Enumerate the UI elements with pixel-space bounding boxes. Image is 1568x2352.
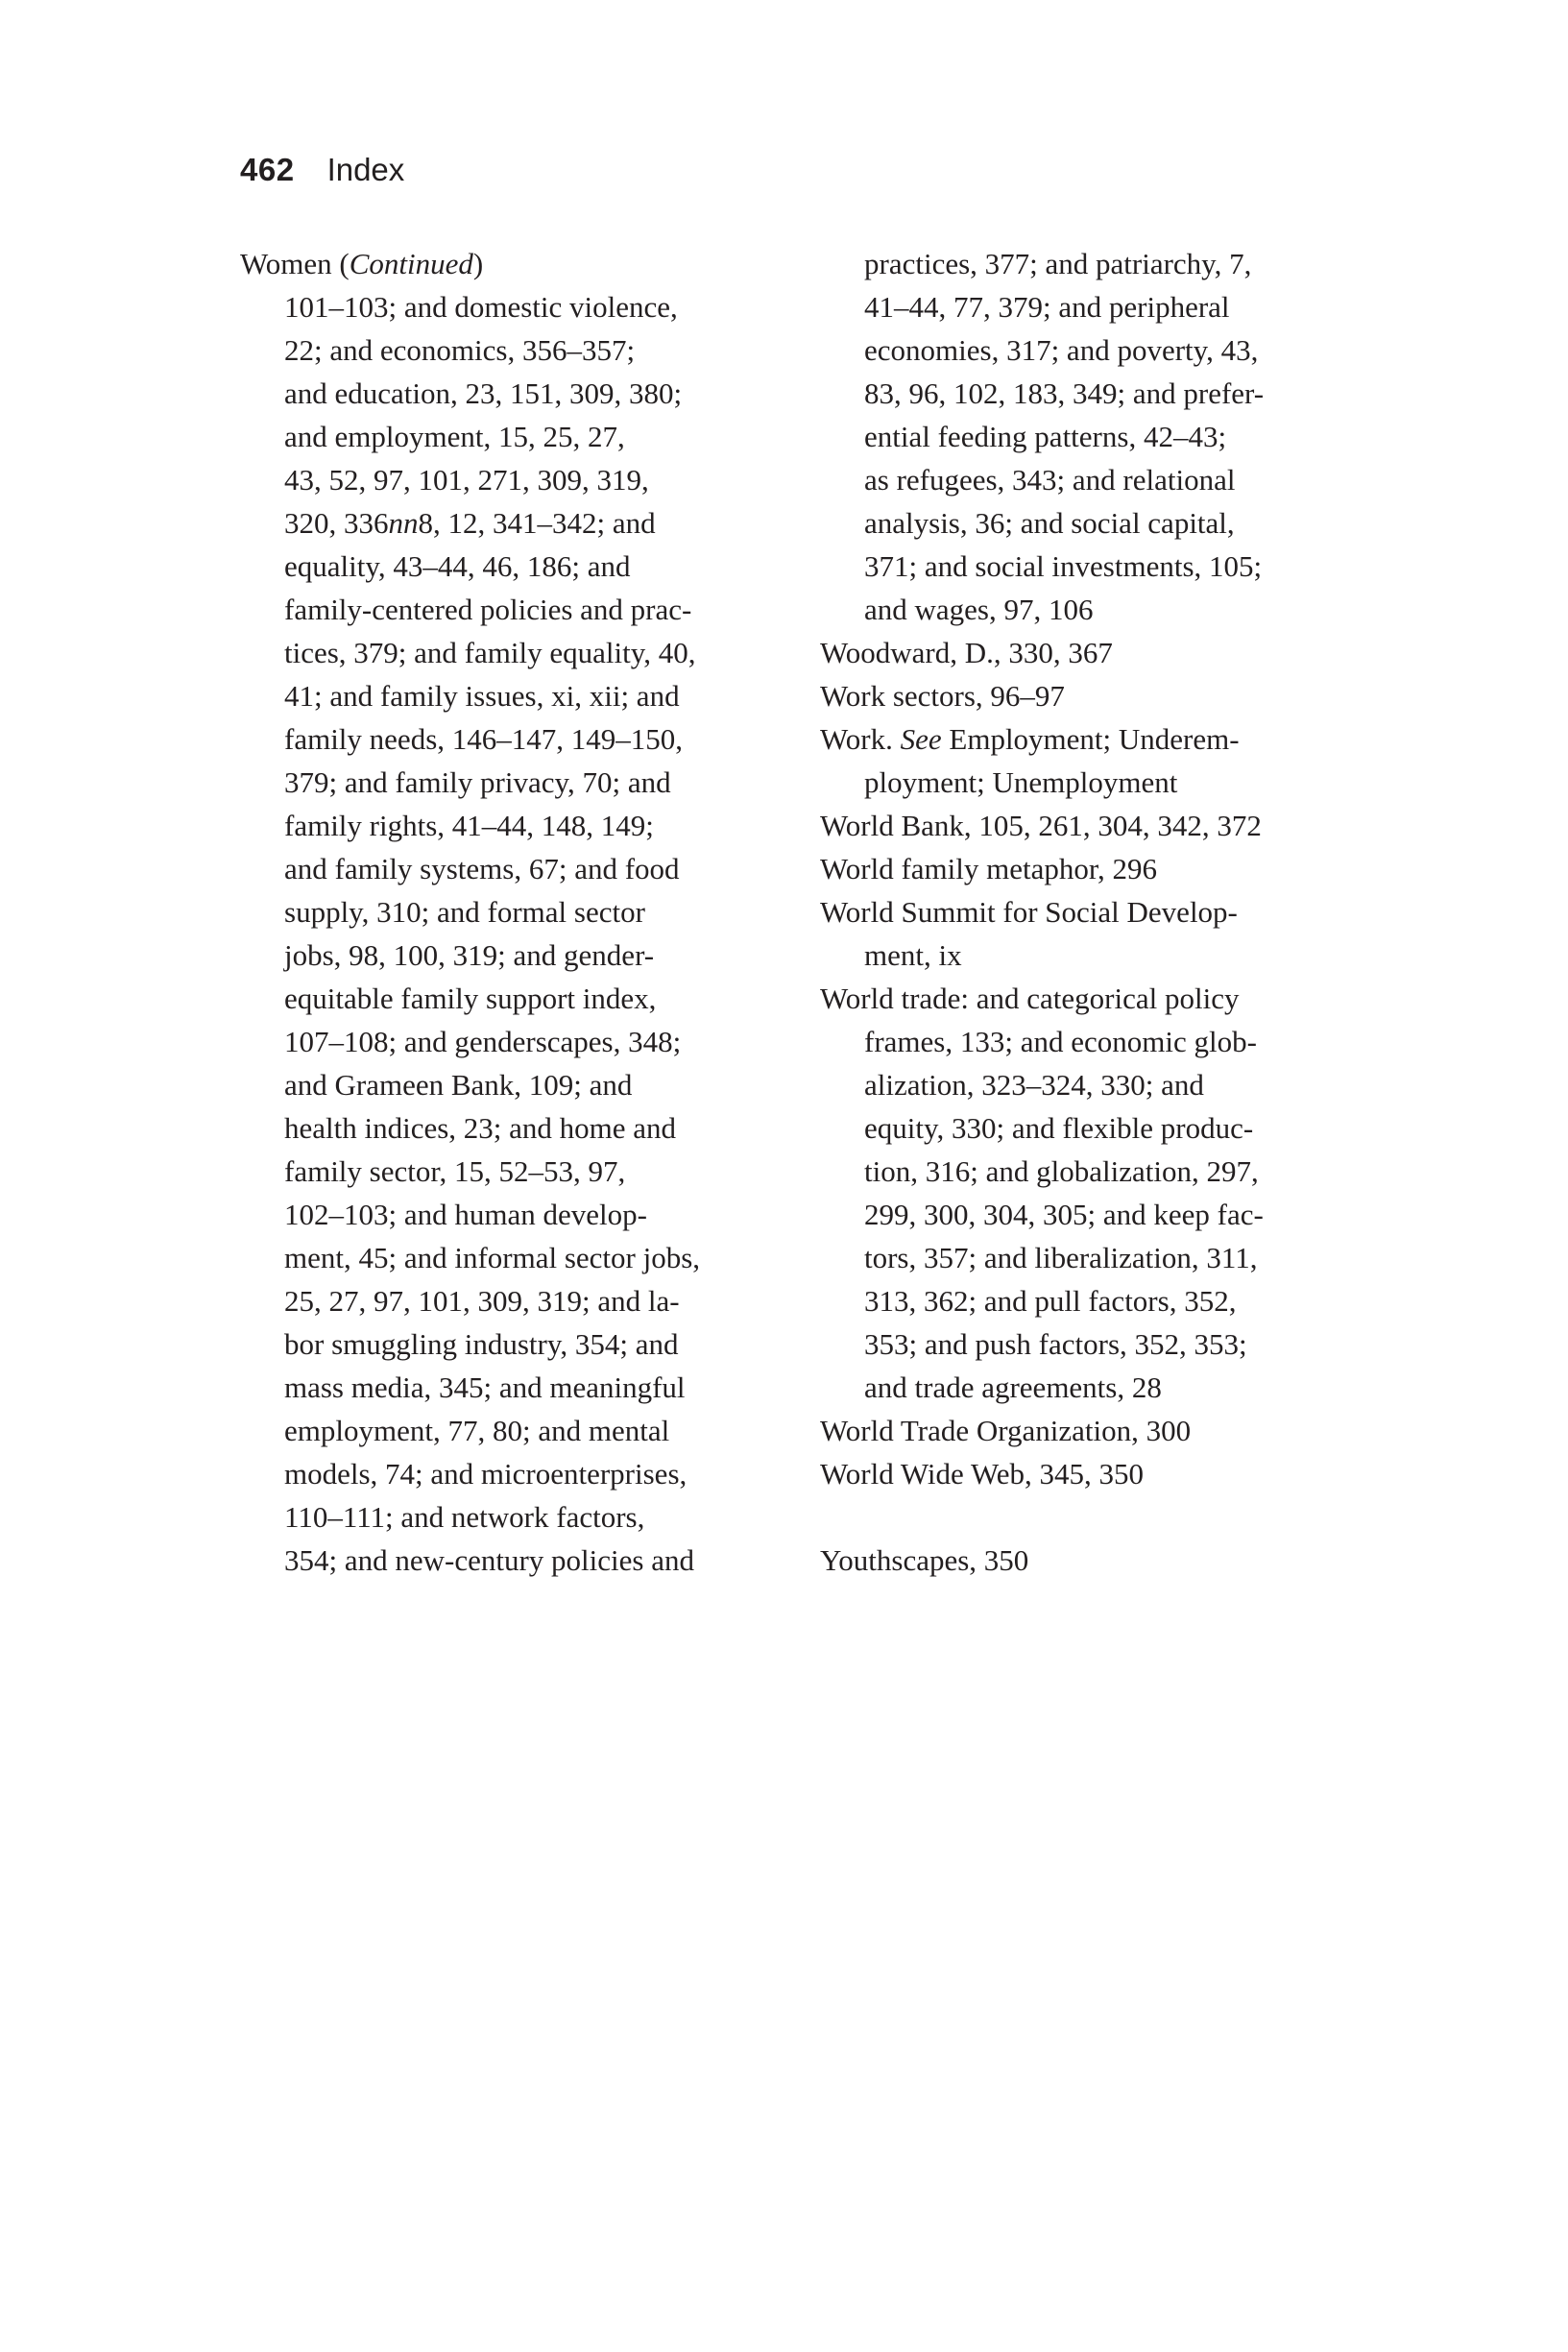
- index-line: 22; and economics, 356–357;: [284, 333, 636, 367]
- index-line: ment, ix: [864, 938, 962, 972]
- index-line: frames, 133; and economic glob-: [864, 1025, 1257, 1058]
- index-line: 299, 300, 304, 305; and keep fac-: [864, 1198, 1264, 1231]
- index-line: and Grameen Bank, 109; and: [284, 1068, 633, 1102]
- index-line: Youthscapes, 350: [820, 1543, 1029, 1577]
- index-line: family rights, 41–44, 148, 149;: [284, 809, 654, 842]
- index-line: bor smuggling industry, 354; and: [284, 1327, 679, 1361]
- index-line: World Summit for Social Develop-: [820, 895, 1238, 929]
- index-line: and employment, 15, 25, 27,: [284, 420, 625, 453]
- index-line: as refugees, 343; and relational: [864, 463, 1236, 497]
- index-line: Work sectors, 96–97: [820, 679, 1065, 713]
- index-line: 320, 336nn8, 12, 341–342; and: [284, 506, 656, 540]
- index-line: and family systems, 67; and food: [284, 852, 680, 885]
- index-line: 371; and social investments, 105;: [864, 549, 1263, 583]
- index-line: 102–103; and human develop-: [284, 1198, 647, 1231]
- index-line: 313, 362; and pull factors, 352,: [864, 1284, 1237, 1318]
- index-line: ployment; Unemployment: [864, 765, 1178, 799]
- index-line: tion, 316; and globalization, 297,: [864, 1154, 1259, 1188]
- index-column-right: [820, 242, 1415, 1582]
- index-line: and education, 23, 151, 309, 380;: [284, 376, 683, 410]
- index-line: 354; and new-century policies and: [284, 1543, 694, 1577]
- index-line: 101–103; and domestic violence,: [284, 290, 678, 324]
- index-line: World trade: and categorical policy: [820, 982, 1240, 1015]
- index-line: analysis, 36; and social capital,: [864, 506, 1235, 540]
- index-line: Woodward, D., 330, 367: [820, 636, 1113, 669]
- index-line: 41–44, 77, 379; and peripheral: [864, 290, 1230, 324]
- index-column-left: [240, 242, 797, 1582]
- index-line: 41; and family issues, xi, xii; and: [284, 679, 680, 713]
- index-line: equality, 43–44, 46, 186; and: [284, 549, 631, 583]
- index-line: employment, 77, 80; and mental: [284, 1414, 670, 1447]
- index-line: World Trade Organization, 300: [820, 1414, 1192, 1447]
- page-number: 462: [240, 152, 295, 187]
- index-line: tors, 357; and liberalization, 311,: [864, 1241, 1258, 1274]
- index-line: 110–111; and network factors,: [284, 1500, 645, 1534]
- index-line: Work. See Employment; Underem-: [820, 722, 1240, 756]
- running-head: [240, 152, 404, 188]
- index-line: family-centered policies and prac-: [284, 593, 692, 626]
- index-line: World Bank, 105, 261, 304, 342, 372: [820, 809, 1262, 842]
- index-line: health indices, 23; and home and: [284, 1111, 677, 1145]
- index-line: Women (Continued): [240, 247, 484, 280]
- index-line: practices, 377; and patriarchy, 7,: [864, 247, 1252, 280]
- index-line: and trade agreements, 28: [864, 1370, 1162, 1404]
- index-line: mass media, 345; and meaningful: [284, 1370, 686, 1404]
- page-title: Index: [326, 152, 405, 187]
- index-line: and wages, 97, 106: [864, 593, 1094, 626]
- index-line: tices, 379; and family equality, 40,: [284, 636, 696, 669]
- index-line: 107–108; and genderscapes, 348;: [284, 1025, 682, 1058]
- index-line: 353; and push factors, 352, 353;: [864, 1327, 1247, 1361]
- index-line: 25, 27, 97, 101, 309, 319; and la-: [284, 1284, 680, 1318]
- index-line: 43, 52, 97, 101, 271, 309, 319,: [284, 463, 649, 497]
- index-line: family sector, 15, 52–53, 97,: [284, 1154, 626, 1188]
- index-line: equity, 330; and flexible produc-: [864, 1111, 1254, 1145]
- index-line: jobs, 98, 100, 319; and gender-: [284, 938, 655, 972]
- index-line: models, 74; and microenterprises,: [284, 1457, 688, 1491]
- index-line: economies, 317; and poverty, 43,: [864, 333, 1259, 367]
- index-line: ential feeding patterns, 42–43;: [864, 420, 1227, 453]
- index-line: World Wide Web, 345, 350: [820, 1457, 1145, 1491]
- index-line: equitable family support index,: [284, 982, 657, 1015]
- index-line: ment, 45; and informal sector jobs,: [284, 1241, 701, 1274]
- blank-line: [820, 1495, 1415, 1539]
- index-line: supply, 310; and formal sector: [284, 895, 645, 929]
- index-line: 83, 96, 102, 183, 349; and prefer-: [864, 376, 1265, 410]
- index-line: alization, 323–324, 330; and: [864, 1068, 1204, 1102]
- index-line: World family metaphor, 296: [820, 852, 1157, 885]
- index-line: 379; and family privacy, 70; and: [284, 765, 671, 799]
- index-line: family needs, 146–147, 149–150,: [284, 722, 684, 756]
